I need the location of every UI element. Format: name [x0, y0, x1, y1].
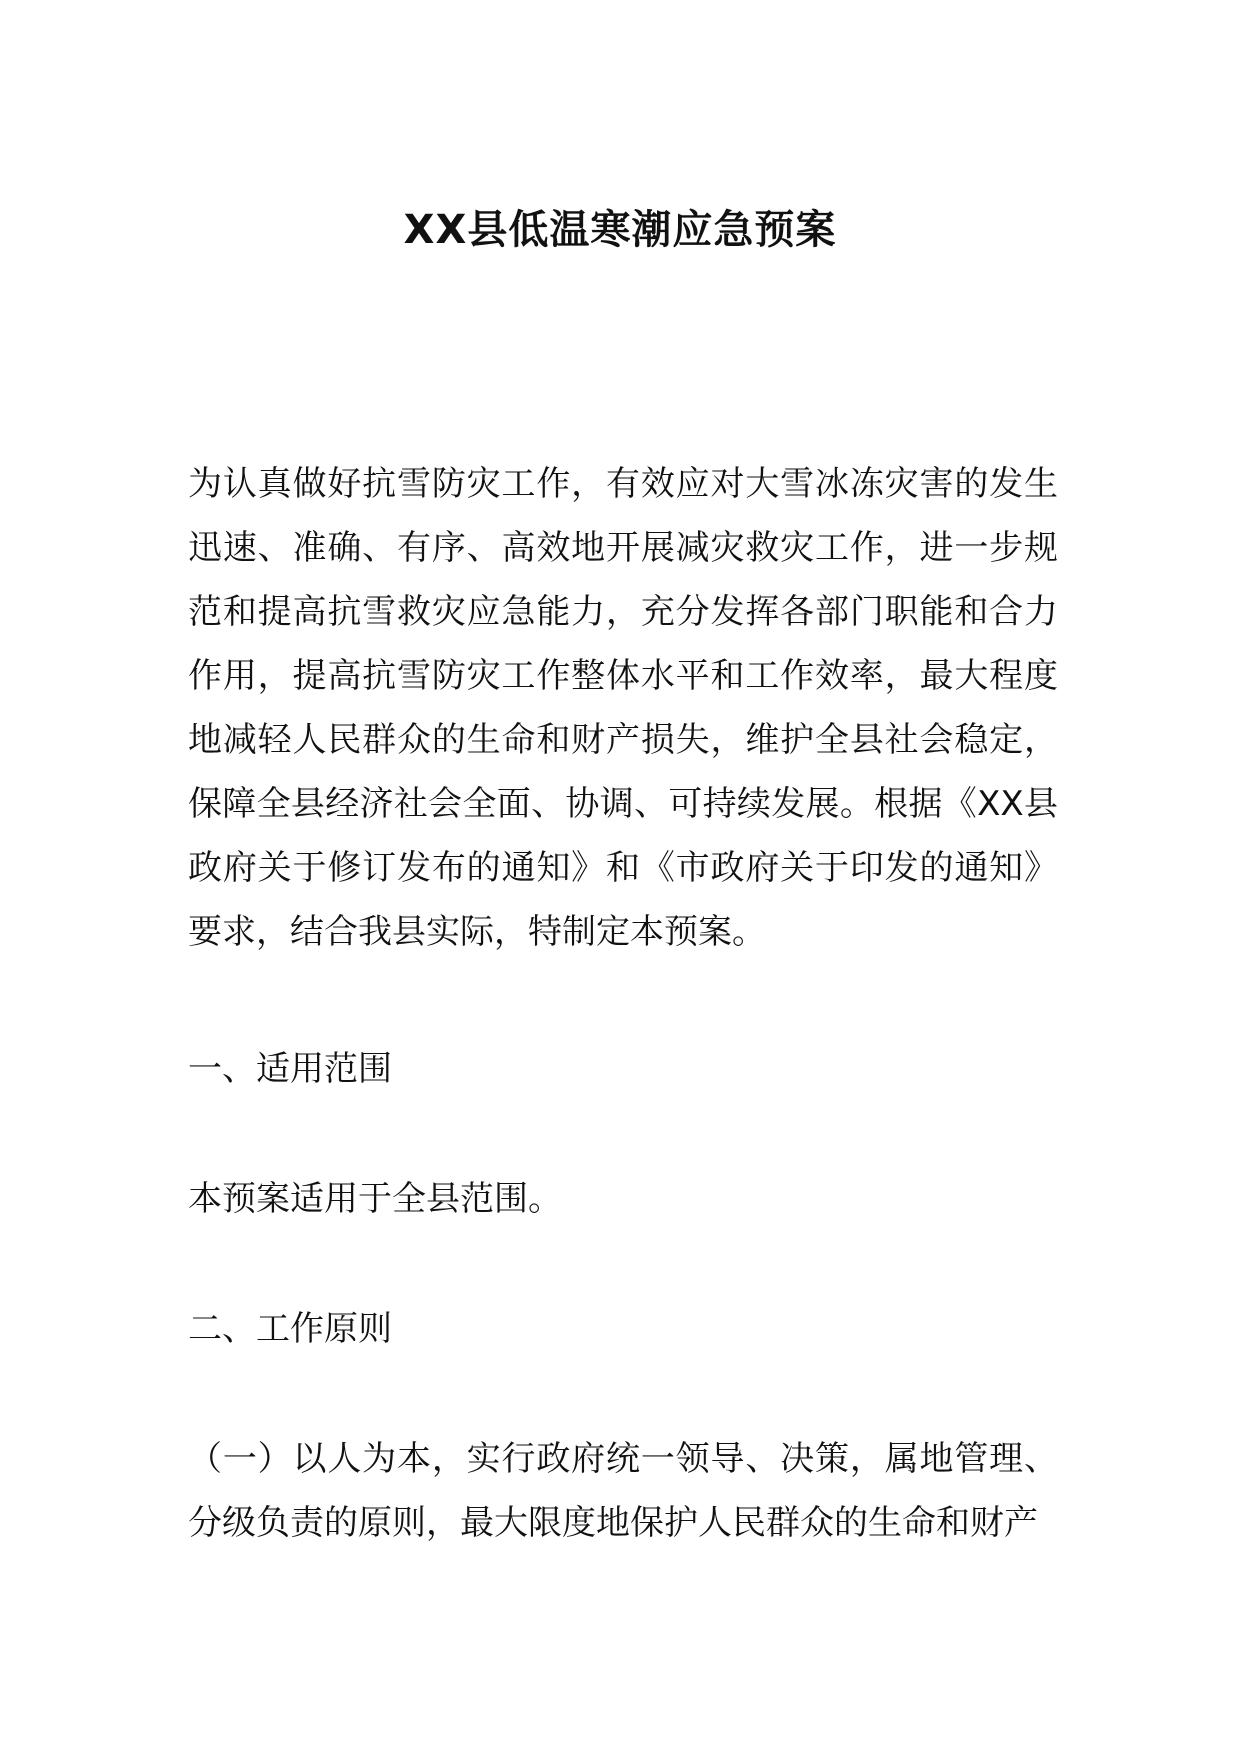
scope-paragraph: 本预案适用于全县范围。 [188, 1179, 562, 1219]
intro-paragraph: 为认真做好抗雪防灾工作，有效应对大雪冰冻灾害的发生迅速、准确、有序、高效地开展减灾救灾工作，进一步规范和提高抗雪救灾应急能力，充分发挥各部门职能和合力作用，提高抗雪防灾工作整体水平和工作效率，最大程度地减轻人民群众的生命和财产损失，维护全县社会稳定，保障全县经济社会全面、协调、可持续发展。根据《XX县政府关于修订发布的通知》和《市政府关于印发的通知》要求，结合我县实际，特制定本预案。 [188, 464, 1058, 952]
section-heading-scope: 一、适用范围 [188, 1049, 392, 1089]
principle-item-1: （一）以人为本，实行政府统一领导、决策，属地管理、分级负责的原则，最大限度地保护人民群众的生命和财产 [188, 1439, 1058, 1543]
section-heading-principles: 二、工作原则 [188, 1309, 392, 1349]
document-title: XX县低温寒潮应急预案 [403, 207, 837, 253]
